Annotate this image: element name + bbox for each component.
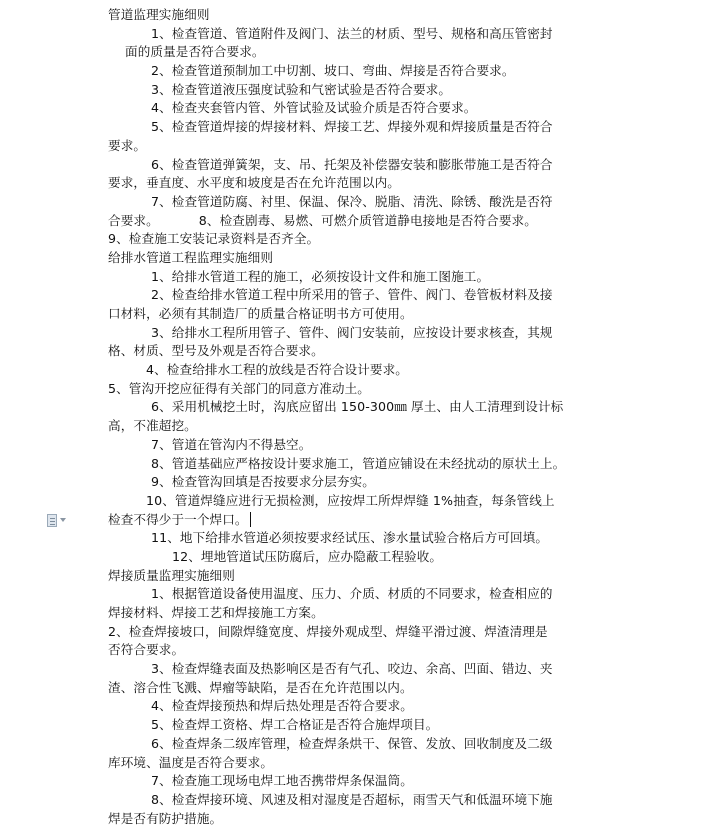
text-line — [108, 735, 608, 754]
line-text-continued: 8、检查剧毒、易燃、可燃介质管道静电接地是否符合要求。 — [198, 212, 537, 228]
text-line — [108, 6, 608, 25]
line-text: 焊接材料、焊接工艺和焊接施工方案。 — [108, 605, 324, 620]
text-line — [108, 268, 608, 287]
line-text: 9、检查施工安装记录资料是否齐全。 — [108, 231, 320, 247]
line-text: 管道监理实施细则 — [108, 7, 210, 22]
line-text: 10、管道焊缝应进行无损检测，应按焊工所焊焊缝 1%抽查，每条管线上 — [146, 492, 555, 508]
line-text: 7、检查管道防腐、衬里、保温、保冷、脱脂、清洗、除锈、酸洗是否符 — [151, 193, 553, 209]
line-text: 给排水管道工程监理实施细则 — [108, 249, 274, 265]
text-line — [108, 716, 608, 735]
text-line — [108, 679, 608, 698]
text-line — [108, 118, 608, 137]
line-text: 6、检查管道弹簧架，支、吊、托架及补偿器安装和膨胀带施工是否符合 — [151, 156, 553, 172]
text-line — [108, 772, 608, 791]
text-line — [108, 62, 608, 81]
paste-options-button[interactable] — [47, 512, 73, 528]
line-text: 2、检查焊接坡口，间隙焊缝宽度、焊接外观成型、焊缝平滑过渡、焊渣清理是 — [108, 623, 548, 639]
text-line — [108, 604, 608, 623]
text-line — [108, 623, 608, 642]
text-line — [108, 324, 608, 343]
line-text: 渣、溶合性飞溅、焊瘤等缺陷，是否在允许范围以内。 — [108, 679, 413, 695]
text-line — [108, 342, 608, 361]
line-text: 1、根据管道设备使用温度、压力、介质、材质的不同要求，检查相应的 — [151, 586, 553, 602]
text-line — [108, 380, 608, 399]
line-text: 8、管道基础应严格按设计要求施工，管道应铺设在未经扰动的原状土上。 — [151, 455, 566, 471]
line-text: 1、给排水管道工程的施工，必须按设计文件和施工图施工。 — [151, 268, 490, 284]
text-line — [108, 174, 608, 193]
text-line — [108, 81, 608, 100]
line-text: 12、埋地管道试压防腐后，应办隐蔽工程验收。 — [172, 548, 443, 564]
line-text: 4、检查给排水工程的放线是否符合设计要求。 — [146, 362, 408, 378]
line-text: 要求，垂直度、水平度和坡度是否在允许范围以内。 — [108, 175, 400, 191]
line-text: 焊接质量监理实施细则 — [108, 567, 235, 583]
text-line — [108, 754, 608, 773]
line-text: 5、检查焊工资格、焊工合格证是否符合施焊项目。 — [151, 717, 439, 733]
line-text: 3、检查焊缝表面及热影响区是否有气孔、咬边、余高、凹面、错边、夹 — [151, 661, 553, 677]
line-text: 9、检查管沟回填是否按要求分层夯实。 — [151, 474, 375, 490]
line-text: 7、管道在管沟内不得悬空。 — [151, 436, 312, 452]
text-line — [108, 660, 608, 679]
text-cursor — [250, 512, 251, 527]
text-line — [108, 417, 608, 436]
chevron-down-icon — [60, 518, 66, 522]
line-text: 7、检查施工现场电焊工地否携带焊条保温筒。 — [151, 773, 413, 789]
text-line — [108, 697, 608, 716]
text-line — [108, 810, 608, 829]
line-text: 5、管沟开挖应征得有关部门的同意方准动土。 — [108, 380, 370, 396]
line-text: 2、检查给排水管道工程中所采用的管子、管件、阀门、卷管板材料及接 — [151, 287, 553, 303]
line-text: 否符合要求。 — [108, 642, 185, 658]
text-line — [108, 548, 608, 567]
line-text: 6、检查焊条二级库管理，检查焊条烘干、保管、发放、回收制度及二级 — [151, 735, 553, 751]
line-text: 4、检查焊接预热和焊后热处理是否符合要求。 — [151, 698, 413, 714]
line-text: 3、给排水工程所用管子、管件、阀门安装前，应按设计要求核查，其规 — [151, 324, 553, 340]
line-text: 合要求。 — [108, 212, 159, 228]
text-line — [108, 249, 608, 268]
line-text: 要求。 — [108, 137, 147, 153]
text-line — [108, 473, 608, 492]
text-line — [108, 25, 608, 44]
text-line — [108, 455, 608, 474]
text-line — [108, 567, 608, 586]
text-line — [108, 361, 608, 380]
document-body[interactable] — [108, 6, 608, 828]
text-line — [108, 230, 608, 249]
text-line — [108, 641, 608, 660]
document-icon — [47, 514, 57, 527]
text-line — [108, 398, 608, 417]
line-text: 1、检查管道、管道附件及阀门、法兰的材质、型号、规格和高压管密封 — [151, 25, 553, 41]
line-text: 格、材质、型号及外观是否符合要求。 — [108, 343, 324, 359]
line-text: 面的质量是否符合要求。 — [125, 44, 265, 60]
text-line — [108, 212, 608, 231]
line-text: 8、检查焊接环境、风速及相对湿度是否超标，雨雪天气和低温环境下施 — [151, 791, 553, 807]
line-text: 库环境、温度是否符合要求。 — [108, 754, 274, 770]
text-line — [108, 585, 608, 604]
line-text: 高，不准超挖。 — [108, 418, 197, 434]
text-line — [108, 511, 608, 530]
line-text: 4、检查夹套管内管、外管试验及试验介质是否符合要求。 — [151, 100, 477, 116]
line-text: 焊是否有防护措施。 — [108, 810, 223, 826]
text-line — [108, 99, 608, 118]
line-text: 口材料，必须有其制造厂的质量合格证明书方可使用。 — [108, 306, 413, 321]
text-line — [108, 193, 608, 212]
text-line — [108, 492, 608, 511]
text-line — [108, 436, 608, 455]
text-line — [108, 137, 608, 156]
text-line — [108, 43, 608, 62]
line-text: 6、采用机械挖土时，沟底应留出 150-300㎜ 厚土、由人工清理到设计标 — [151, 399, 564, 415]
text-line — [108, 286, 608, 305]
text-line — [108, 791, 608, 810]
line-text: 11、地下给排水管道必须按要求经试压、渗水量试验合格后方可回填。 — [151, 530, 549, 546]
line-text: 检查不得少于一个焊口。 — [108, 511, 248, 527]
text-line — [108, 156, 608, 175]
text-line — [108, 529, 608, 548]
line-text: 5、检查管道焊接的焊接材料、焊接工艺、焊接外观和焊接质量是否符合 — [151, 119, 553, 135]
text-line — [108, 305, 608, 324]
line-text: 2、检查管道预制加工中切割、坡口、弯曲、焊接是否符合要求。 — [151, 63, 515, 79]
line-text: 3、检查管道液压强度试验和气密试验是否符合要求。 — [151, 81, 452, 97]
